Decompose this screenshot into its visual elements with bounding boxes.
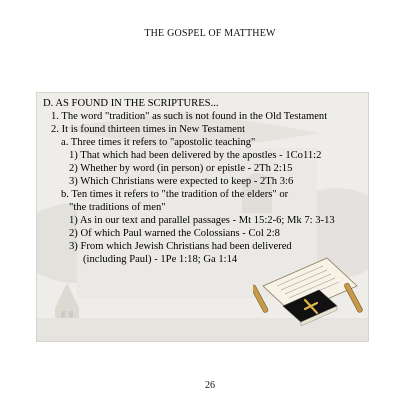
list-item: 2) Whether by word (in person) or epistle - 2Th 2:15 [69, 163, 293, 174]
sub-list-label: b. Ten times it refers to "the tradition of the elders" or [61, 189, 289, 200]
scroll-and-bible-icon [253, 256, 365, 326]
sub-list-label: a. Three times it refers to "apostolic teaching" [61, 137, 256, 148]
list-item: 1. The word "tradition" as such is not found in the Old Testament [51, 111, 328, 122]
list-item: 1) That which had been delivered by the apostles - 1Co11:2 [69, 150, 322, 161]
page-header-title: THE GOSPEL OF MATTHEW [144, 28, 276, 39]
list-item-continued: (including Paul) - 1Pe 1:18; Ga 1:14 [83, 254, 238, 265]
page-number: 26 [205, 380, 215, 391]
list-item: 3) Which Christians were expected to keep - 2Th 3:6 [69, 176, 294, 187]
slide-title: D. AS FOUND IN THE SCRIPTURES... [43, 98, 219, 109]
list-item: 2) Of which Paul warned the Colossians - Col 2:8 [69, 228, 280, 239]
list-item: 3) From which Jewish Christians had been delivered [69, 241, 292, 252]
list-item: 2. It is found thirteen times in New Testament [51, 124, 246, 135]
scripture-slide [36, 92, 369, 342]
sub-list-label-continued: "the traditions of men" [69, 202, 166, 213]
list-item: 1) As in our text and parallel passages - Mt 15:2-6; Mk 7: 3-13 [69, 215, 335, 226]
